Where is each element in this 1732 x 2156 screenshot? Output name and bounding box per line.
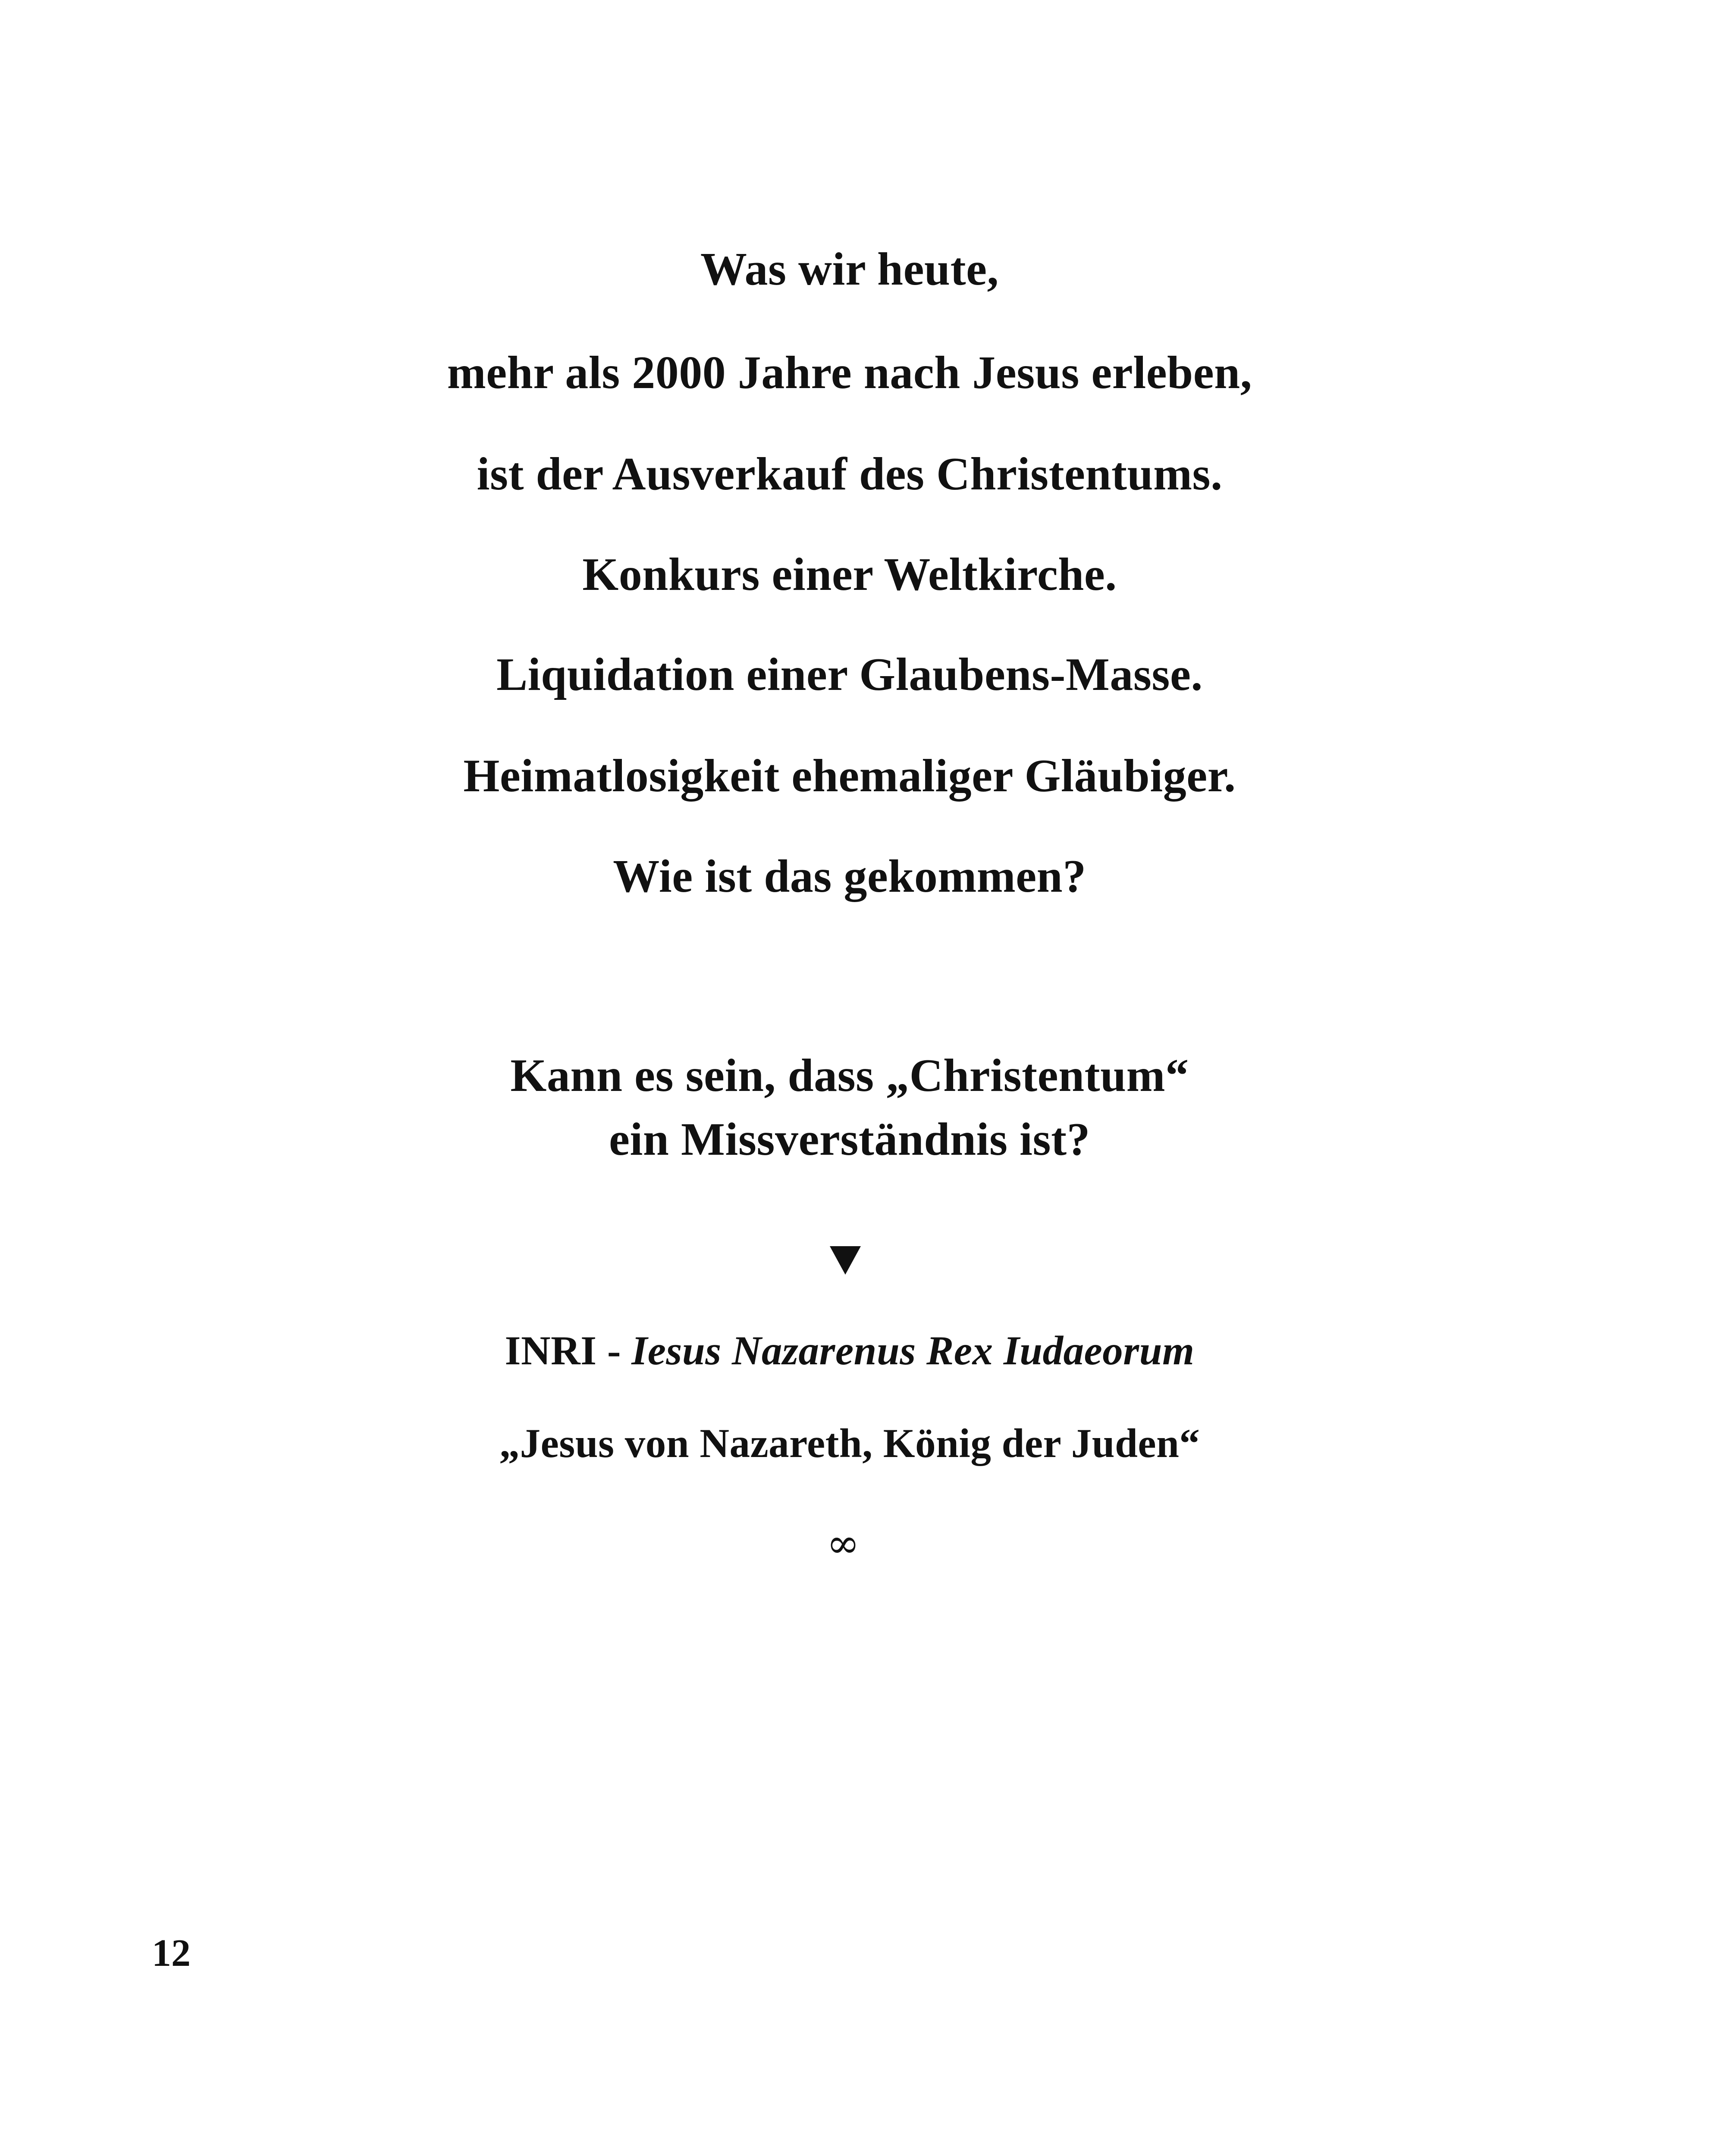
inri-line bbox=[0, 1326, 1699, 1376]
question-line-1: Kann es sein, dass „Christentum“ bbox=[510, 1050, 1189, 1101]
inri-label: INRI - bbox=[505, 1328, 632, 1373]
poem-line-2: mehr als 2000 Jahre nach Jesus erleben, bbox=[447, 347, 1252, 398]
poem-line-3: ist der Ausverkauf des Christentums. bbox=[477, 448, 1223, 500]
down-triangle-icon bbox=[830, 1246, 861, 1275]
inri-latin: Iesus Nazarenus Rex Iudaeorum bbox=[631, 1328, 1195, 1373]
infinity-ornament: ∞ bbox=[826, 1520, 860, 1567]
poem-line-4: Konkurs einer Weltkirche. bbox=[582, 549, 1117, 600]
page-number: 12 bbox=[152, 1932, 191, 1974]
poem-line-5: Liquidation einer Glaubens-Masse. bbox=[496, 649, 1203, 700]
inri-translation: „Jesus von Nazareth, König der Juden“ bbox=[499, 1420, 1200, 1466]
question-line-2: ein Missverständnis ist? bbox=[609, 1114, 1091, 1165]
poem-line-1: Was wir heute, bbox=[700, 244, 999, 295]
poem-line-7: Wie ist das gekommen? bbox=[613, 851, 1086, 902]
poem-line-6: Heimatlosigkeit ehemaliger Gläubiger. bbox=[463, 750, 1236, 802]
